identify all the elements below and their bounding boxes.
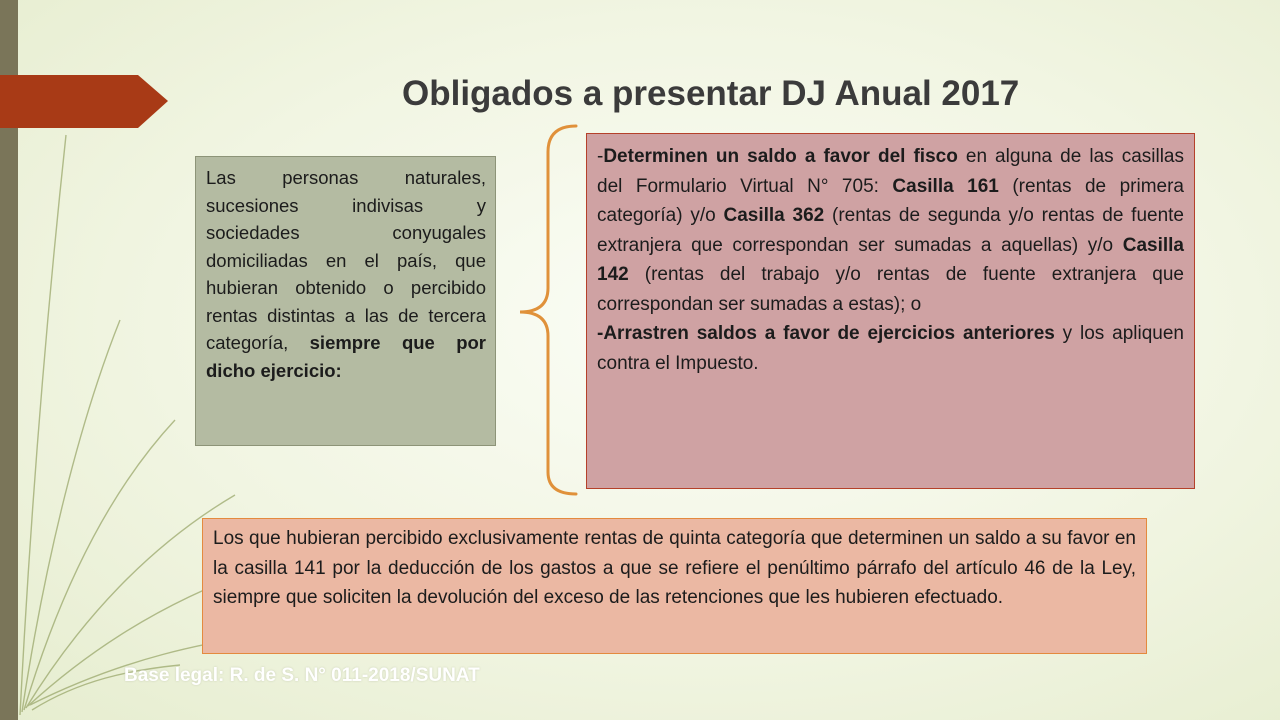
quinta-categoria-text: Los que hubieran percibido exclusivamente rentas de quinta categoría que determinen un saldo a su favor en la casilla 141 por la deducción de los gastos a que se refiere el penúltimo párrafo del artículo 46 de la Ley, siempre que soliciten la devolución del exceso de las retenciones que les hubieren efectuado. bbox=[213, 528, 1136, 608]
legal-basis-footer: Base legal: R. de S. N° 011-2018/SUNAT bbox=[124, 665, 480, 686]
text-primera-categoria: (rentas de primera categoría) y/o bbox=[597, 175, 1184, 226]
dash-prefix: - bbox=[597, 146, 604, 167]
slide-title: Obligados a presentar DJ Anual 2017 bbox=[402, 74, 1020, 113]
right-conditions-box bbox=[586, 133, 1195, 489]
left-box-emphasis: siempre que por dicho ejercicio: bbox=[206, 332, 486, 381]
bold-arrastren: -Arrastren saldos a favor de ejercicios anteriores bbox=[597, 323, 1055, 344]
text-impuesto: y los apliquen contra el Impuesto. bbox=[597, 323, 1184, 374]
text-rentas-trabajo: (rentas del trabajo y/o rentas de fuente extranjera que correspondan ser sumadas a estas); o bbox=[597, 264, 1184, 315]
bold-determinen: Determinen un saldo a favor del fisco bbox=[603, 146, 958, 167]
text-formulario: en alguna de las casillas del Formulario Virtual N° 705: bbox=[597, 146, 1184, 197]
left-condition-box bbox=[195, 156, 496, 446]
curly-brace bbox=[516, 122, 586, 502]
condition-saldo-fisco bbox=[597, 142, 1184, 319]
bold-casilla-142: Casilla 142 bbox=[597, 234, 1184, 285]
quinta-categoria-box bbox=[202, 518, 1147, 654]
condition-arrastren-saldos bbox=[597, 319, 1184, 378]
text-segunda-categoria: (rentas de segunda y/o rentas de fuente extranjera que correspondan ser sumadas a aquellas) y/o bbox=[597, 205, 1184, 256]
title-accent-tab bbox=[0, 75, 168, 128]
bold-casilla-362: Casilla 362 bbox=[723, 205, 825, 226]
left-box-text: Las personas naturales, sucesiones indivisas y sociedades conyugales domiciliadas en el país, que hubieran obtenido o percibido rentas distintas a las de tercera categoría, bbox=[206, 167, 486, 353]
bold-casilla-161: Casilla 161 bbox=[892, 175, 999, 197]
